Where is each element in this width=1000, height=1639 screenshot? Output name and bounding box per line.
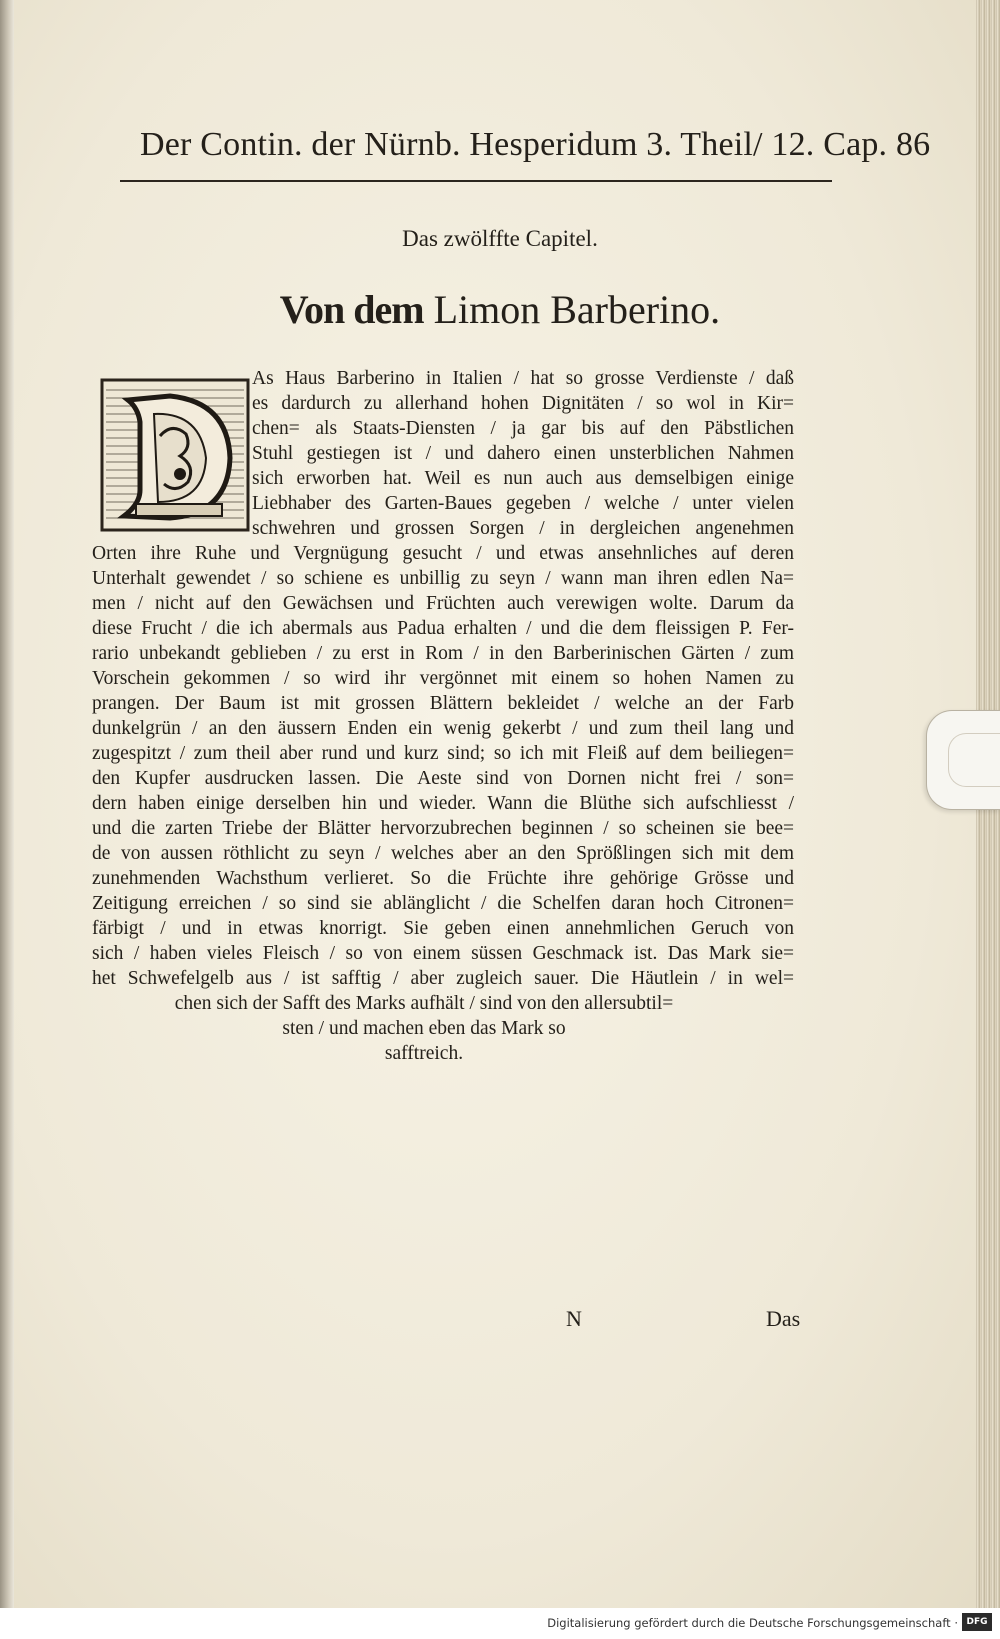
header-rule xyxy=(120,180,832,182)
body-line: prangen. Der Baum ist mit grossen Blättern bekleidet / welche an der Farb xyxy=(92,693,794,714)
decorated-initial xyxy=(100,378,250,532)
body-line: diese Frucht / die ich abermals aus Padua erhalten / und die dem fleissigen P. Fer- xyxy=(92,618,794,639)
body-line: chen= als Staats-Diensten / ja gar bis auf den Päbstlichen xyxy=(252,418,794,439)
chapter-title-roman: Limon Barberino. xyxy=(433,287,721,332)
body-line: safftreich. xyxy=(384,1043,464,1064)
body-line: schwehren und grossen Sorgen / in dergleichen angenehmen xyxy=(252,518,794,539)
body-line: rario unbekandt geblieben / zu erst in Rom / in den Barberinischen Gärten / zum xyxy=(92,643,794,664)
body-line: de von aussen röthlicht zu seyn / welches aber an den Sprößlingen sich mit dem xyxy=(92,843,794,864)
body-line: Orten ihre Ruhe und Vergnügung gesucht / und etwas ansehnliches auf deren xyxy=(92,543,794,564)
body-line: men / nicht auf den Gewächsen und Früchten auch verewigen wolte. Darum da xyxy=(92,593,794,614)
body-line: Unterhalt gewendet / so schiene es unbillig zu seyn / wann man ihren edlen Na= xyxy=(92,568,794,589)
running-header: Der Contin. der Nürnb. Hesperidum 3. Theil/ 12. Cap. 86 xyxy=(140,126,931,163)
body-line: sich / haben vieles Fleisch / so von einem süssen Geschmack ist. Das Mark sie= xyxy=(92,943,794,964)
body-line: dern haben einige derselben hin und wieder. Wann die Blüthe sich aufschliesst / xyxy=(92,793,794,814)
bookmark-tab-inner xyxy=(948,733,1000,787)
body-line: sich erworben hat. Weil es nun auch aus demselbigen einige xyxy=(252,468,794,489)
body-line: zugespitzt / zum theil aber rund und kurz sind; so ich mit Fleiß auf dem beiliegen= xyxy=(92,743,794,764)
footer-credit: Digitalisierung gefördert durch die Deutsche Forschungsgemeinschaft · xyxy=(547,1616,958,1630)
catchword: Das xyxy=(766,1306,801,1331)
body-line: Liebhaber des Garten-Baues gegeben / welche / unter vielen xyxy=(252,493,794,514)
body-line: es dardurch zu allerhand hohen Dignitäten / so wol in Kir= xyxy=(252,393,794,414)
body-line: Stuhl gestiegen ist / und dahero einen unsterblichen Nahmen xyxy=(252,443,794,464)
body-line: dunkelgrün / an den äussern Enden ein wenig gekerbt / und zum theil lang und xyxy=(92,718,794,739)
body-line: färbigt / und in etwas knorrigt. Sie geben einen annehmlichen Geruch von xyxy=(92,918,794,939)
body-line: und die zarten Triebe der Blätter hervorzubrechen beginnen / so scheinen sie bee= xyxy=(92,818,794,839)
body-line: As Haus Barberino in Italien / hat so grosse Verdienste / daß xyxy=(252,368,794,389)
body-line: Zeitigung erreichen / so sind sie ablänglicht / die Schelfen daran hoch Citronen= xyxy=(92,893,794,914)
body-line: zunehmenden Wachsthum verlieret. So die Früchte ihre gehörige Grösse und xyxy=(92,868,794,889)
chapter-title-gothic: Von dem xyxy=(279,287,424,332)
signature-mark: N xyxy=(566,1306,582,1331)
body-line: sten / und machen eben das Mark so xyxy=(282,1018,566,1039)
digitization-footer xyxy=(0,1608,1000,1639)
body-line: den Kupfer ausdrucken lassen. Die Aeste sind von Dornen nicht frei / son= xyxy=(92,768,794,789)
chapter-label: Das zwölffte Capitel. xyxy=(402,226,598,251)
dfg-logo-icon: DFG xyxy=(962,1613,992,1631)
body-line: chen sich der Safft des Marks aufhält / sind von den allersubtil= xyxy=(174,993,674,1014)
body-line: Vorschein gekommen / so wird ihr vergönnet mit einem so hohen Namen zu xyxy=(92,668,794,689)
chapter-title xyxy=(0,286,1000,333)
body-line: het Schwefelgelb aus / ist safftig / aber zugleich sauer. Die Häutlein / in wel= xyxy=(92,968,794,989)
